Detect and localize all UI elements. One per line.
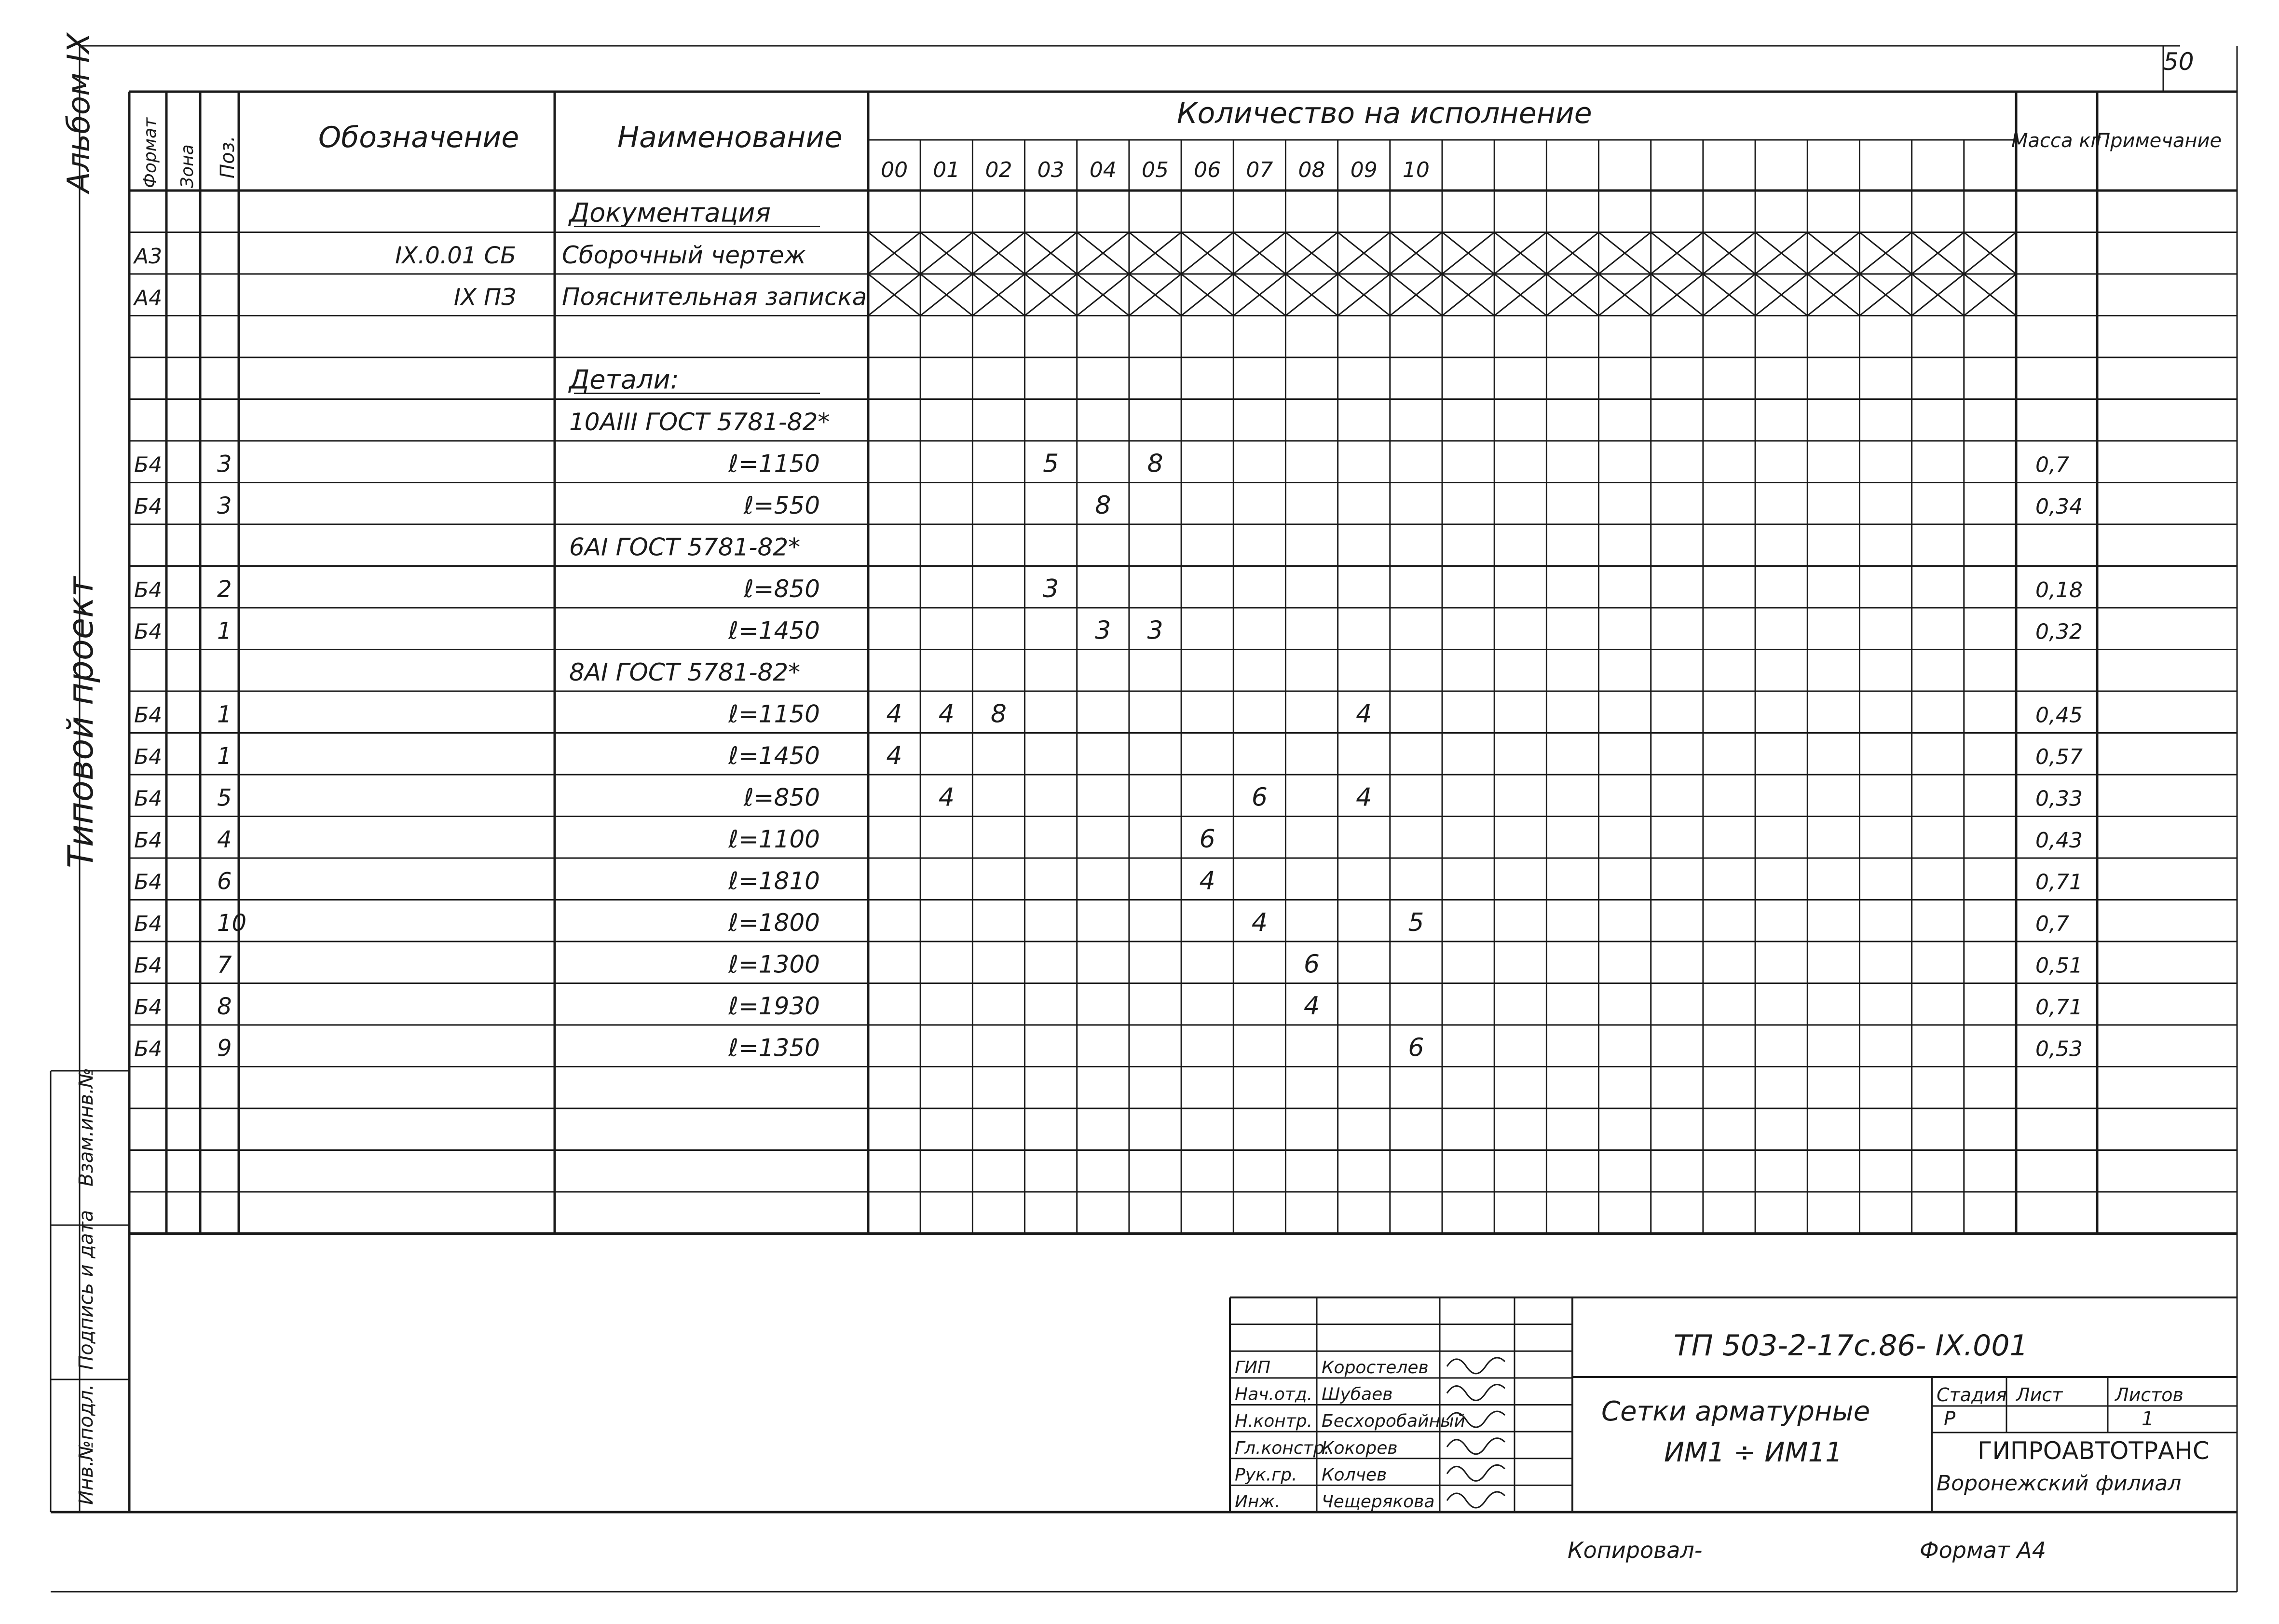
exec-header-02: 02 — [985, 158, 1012, 182]
row-designation: IX ПЗ — [453, 284, 516, 311]
row-mass: 0,33 — [2035, 786, 2083, 811]
row-pos: 4 — [217, 826, 232, 853]
signature-mark — [1447, 1492, 1505, 1508]
qty-value: 4 — [1251, 908, 1268, 937]
row-name: Пояснительная записка — [562, 283, 867, 311]
group-title: 10АIII ГОСТ 5781-82* — [569, 408, 830, 436]
signature-mark — [1447, 1385, 1505, 1401]
row-mass: 0,7 — [2035, 452, 2069, 478]
row-name: ℓ=1100 — [728, 825, 820, 853]
header-name: Наименование — [617, 121, 843, 154]
stage-value: Р — [1944, 1408, 1956, 1430]
section-title: Детали: — [569, 364, 679, 395]
signature-mark — [1447, 1438, 1505, 1454]
row-name: ℓ=1300 — [728, 950, 820, 979]
qty-value: 4 — [938, 783, 955, 812]
qty-value: 4 — [886, 741, 902, 770]
row-format: Б4 — [134, 912, 163, 936]
title-line1: Сетки арматурные — [1601, 1396, 1870, 1427]
group-title: 6АI ГОСТ 5781-82* — [569, 533, 801, 561]
row-pos: 8 — [217, 993, 232, 1020]
signer-role: ГИП — [1235, 1357, 1271, 1378]
row-mass: 0,7 — [2035, 912, 2069, 936]
row-format: Б4 — [134, 578, 163, 602]
qty-value: 3 — [1147, 616, 1163, 645]
header-pos: Поз. — [217, 136, 239, 178]
row-format: Б4 — [134, 1037, 163, 1062]
header-mass: Масса кг — [2011, 130, 2101, 152]
qty-value: 8 — [1147, 449, 1163, 478]
row-mass: 0,45 — [2035, 703, 2083, 728]
row-mass: 0,18 — [2035, 578, 2083, 602]
qty-value: 6 — [1199, 825, 1215, 854]
side-vzam: Взам.инв.№ — [75, 1067, 97, 1187]
signature-mark — [1447, 1465, 1505, 1481]
qty-value: 4 — [1356, 699, 1372, 729]
row-pos: 9 — [217, 1035, 232, 1062]
header-designation: Обозначение — [318, 121, 519, 154]
group-title: 8АI ГОСТ 5781-82* — [569, 658, 801, 686]
qty-value: 4 — [1199, 866, 1215, 896]
exec-header-06: 06 — [1194, 158, 1221, 182]
table-cells — [133, 158, 2083, 1063]
signature-mark — [1447, 1358, 1505, 1374]
qty-value: 4 — [886, 699, 902, 729]
row-mass: 0,71 — [2035, 870, 2083, 895]
sheets-value: 1 — [2142, 1408, 2154, 1430]
header-texts — [60, 32, 2222, 1505]
qty-value: 6 — [1251, 783, 1268, 812]
row-format: А3 — [134, 244, 163, 269]
sheet-label: Лист — [2016, 1384, 2063, 1406]
header-format: Формат — [140, 117, 160, 188]
header-note: Примечание — [2096, 130, 2222, 152]
row-pos: 1 — [217, 701, 232, 728]
row-mass: 0,53 — [2035, 1037, 2083, 1062]
qty-value: 6 — [1408, 1033, 1424, 1063]
qty-value: 5 — [1043, 449, 1059, 478]
qty-value: 4 — [938, 699, 955, 729]
signer-name: Чещерякова — [1322, 1492, 1435, 1512]
row-format: Б4 — [134, 619, 163, 644]
footer-copied: Копировал- — [1568, 1537, 1703, 1563]
row-format: Б4 — [134, 870, 163, 895]
title-line2: ИМ1 ÷ ИМ11 — [1664, 1437, 1842, 1468]
row-name: ℓ=1810 — [728, 867, 820, 895]
signer-role: Рук.гр. — [1235, 1465, 1297, 1485]
row-format: Б4 — [134, 786, 163, 811]
org-branch: Воронежский филиал — [1937, 1471, 2182, 1496]
project-code: ТП 503-2-17с.86- IX.001 — [1674, 1329, 2028, 1363]
row-format: Б4 — [134, 703, 163, 728]
signer-name: Коростелев — [1322, 1357, 1429, 1378]
row-name: ℓ=1930 — [728, 992, 820, 1020]
signer-role: Гл.констр. — [1235, 1438, 1330, 1458]
footer-format: Формат А4 — [1920, 1537, 2046, 1563]
row-pos: 5 — [217, 784, 232, 812]
signers-list — [1235, 1358, 1505, 1512]
row-mass: 0,32 — [2035, 619, 2083, 644]
row-format: Б4 — [134, 995, 163, 1020]
row-mass: 0,34 — [2035, 494, 2083, 519]
signer-role: Нач.отд. — [1235, 1384, 1313, 1405]
row-pos: 1 — [217, 617, 232, 645]
exec-header-10: 10 — [1402, 158, 1430, 182]
row-designation: IX.0.01 СБ — [395, 242, 516, 269]
exec-header-09: 09 — [1350, 158, 1378, 182]
row-format: Б4 — [134, 745, 163, 769]
exec-header-07: 07 — [1246, 158, 1273, 182]
exec-header-05: 05 — [1142, 158, 1169, 182]
title-block — [1235, 1329, 2210, 1563]
sheets-label: Листов — [2115, 1384, 2183, 1406]
row-mass: 0,71 — [2035, 995, 2083, 1020]
row-mass: 0,43 — [2035, 828, 2083, 853]
qty-value: 5 — [1408, 908, 1424, 937]
signer-role: Н.контр. — [1235, 1411, 1313, 1432]
exec-header-04: 04 — [1089, 158, 1117, 182]
header-zone: Зона — [177, 144, 197, 188]
qty-value: 4 — [1356, 783, 1372, 812]
qty-value: 3 — [1095, 616, 1111, 645]
side-album: Альбом IX — [61, 32, 97, 193]
signer-name: Кокорев — [1322, 1438, 1398, 1458]
row-name: ℓ=550 — [744, 491, 820, 519]
row-format: А4 — [134, 286, 163, 311]
qty-value: 4 — [1303, 992, 1320, 1021]
row-mass: 0,57 — [2035, 745, 2083, 769]
signer-role: Инж. — [1235, 1492, 1281, 1512]
row-name: ℓ=1350 — [728, 1034, 820, 1062]
side-podpis: Подпись и дата — [75, 1210, 97, 1370]
side-inv-podl: Инв.№подл. — [75, 1384, 97, 1505]
signer-name: Шубаев — [1322, 1384, 1393, 1405]
signer-name: Колчев — [1322, 1465, 1387, 1485]
org-name: ГИПРОАВТОТРАНС — [1978, 1437, 2210, 1465]
section-title: Документация — [569, 197, 771, 228]
exec-header-00: 00 — [881, 158, 908, 182]
exec-header-08: 08 — [1298, 158, 1325, 182]
row-name: ℓ=1150 — [728, 700, 820, 728]
row-name: ℓ=1800 — [728, 909, 820, 937]
sheet-number: 50 — [2163, 48, 2194, 76]
exec-header-01: 01 — [933, 158, 960, 182]
stage-label: Стадия — [1937, 1384, 2007, 1406]
row-name: ℓ=1150 — [728, 450, 820, 478]
exec-header-03: 03 — [1037, 158, 1064, 182]
row-format: Б4 — [134, 452, 163, 478]
row-pos: 1 — [217, 743, 232, 770]
row-format: Б4 — [134, 494, 163, 519]
signer-name: Бесхоробайный — [1322, 1411, 1465, 1432]
row-pos: 7 — [217, 951, 232, 979]
row-name: ℓ=850 — [744, 575, 820, 603]
qty-value: 6 — [1303, 950, 1320, 979]
row-format: Б4 — [134, 828, 163, 853]
row-pos: 2 — [217, 576, 232, 603]
row-name: ℓ=1450 — [728, 742, 820, 770]
row-name: ℓ=1450 — [728, 616, 820, 645]
row-pos: 3 — [217, 450, 232, 478]
row-pos: 3 — [217, 492, 232, 519]
header-quantity: Количество на исполнение — [1177, 96, 1592, 130]
qty-value: 8 — [990, 699, 1007, 729]
qty-value: 3 — [1043, 574, 1059, 603]
row-format: Б4 — [134, 953, 163, 978]
row-pos: 6 — [217, 868, 232, 895]
row-pos: 10 — [217, 910, 247, 937]
side-project: Типовой проект — [60, 576, 101, 868]
row-name: Сборочный чертеж — [562, 241, 806, 269]
row-mass: 0,51 — [2035, 953, 2083, 978]
qty-value: 8 — [1095, 491, 1111, 520]
row-name: ℓ=850 — [744, 783, 820, 812]
